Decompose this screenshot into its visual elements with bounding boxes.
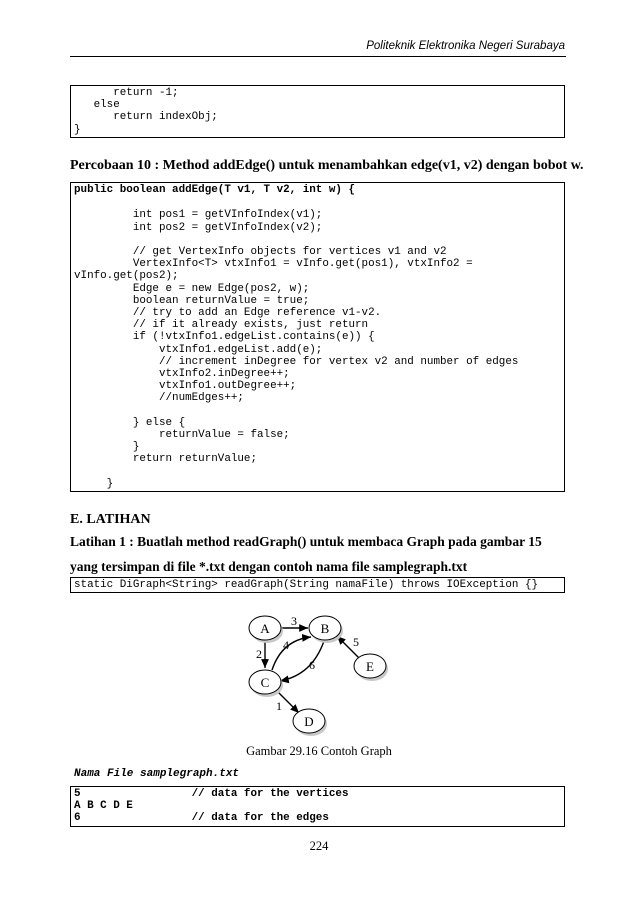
node-label: D bbox=[304, 714, 314, 729]
weight-label-e-b: 5 bbox=[353, 635, 359, 649]
method-signature: public boolean addEdge(T v1, T v2, int w) { bbox=[74, 184, 356, 196]
node-a bbox=[249, 616, 283, 643]
code-text: static DiGraph<String> readGraph(String namaFile) throws IOException {} bbox=[74, 579, 539, 591]
latihan-task: Latihan 1 : Buatlah method readGraph() untuk membaca Graph pada gambar 15 yang tersimpan di file *.txt dengan contoh nama file samplegraph.txt bbox=[70, 534, 542, 574]
node-label: E bbox=[366, 659, 374, 674]
weight-label-c-d: 1 bbox=[276, 699, 282, 713]
weight-label-a-c: 2 bbox=[256, 647, 262, 661]
edge-c-b bbox=[272, 637, 311, 670]
page-number: 224 bbox=[309, 839, 329, 853]
weight-label-b-c: 6 bbox=[309, 658, 315, 672]
percobaan-heading: Percobaan 10 : Method addEdge() untuk menambahkan edge(v1, v2) dengan bobot w. bbox=[70, 158, 584, 173]
figure-caption: Gambar 29.16 Contoh Graph bbox=[246, 744, 392, 758]
latihan-heading: E. LATIHAN bbox=[70, 512, 151, 527]
weight-label-a-b: 3 bbox=[291, 614, 297, 628]
file-name-label: Nama File samplegraph.txt bbox=[74, 768, 240, 780]
code-block-samplegraph bbox=[70, 786, 565, 827]
node-b bbox=[309, 616, 343, 643]
node-label: C bbox=[260, 675, 270, 690]
node-d bbox=[293, 709, 327, 736]
node-label: B bbox=[320, 621, 330, 636]
code-text: return -1; else return indexObj; } bbox=[74, 87, 218, 136]
method-body: int pos1 = getVInfoIndex(v1); int pos2 = getVInfoIndex(v2); // get VertexInfo objects for vertices v1 and v2 VertexInfo<T> vtxInfo1 = vInfo.get(pos1), vtxInfo2 = vInfo.get(pos2); Edge e = new Edge(pos2, w); boolean returnValue = true; // try to add an Edge reference v1-v2. // if it already exists, just return if (!vtxInfo1.edgeList.contains(e)) { vtxInfo1.edgeList.add(e); // increment inDegree for vertex v2 and number of edges vtxInfo2.inDegree++; vtxInfo1.outDegree++; //numEdges++; } else { returnValue = false; } return returnValue; } bbox=[74, 209, 519, 490]
node-e bbox=[354, 654, 388, 681]
code-text: 5 // data for the vertices A B C D E 6 // data for the edges bbox=[74, 788, 349, 825]
running-header: Politeknik Elektronika Negeri Surabaya bbox=[366, 40, 565, 52]
node-c bbox=[249, 670, 283, 697]
node-label: A bbox=[260, 621, 270, 636]
weight-label-c-b: 4 bbox=[283, 638, 289, 652]
